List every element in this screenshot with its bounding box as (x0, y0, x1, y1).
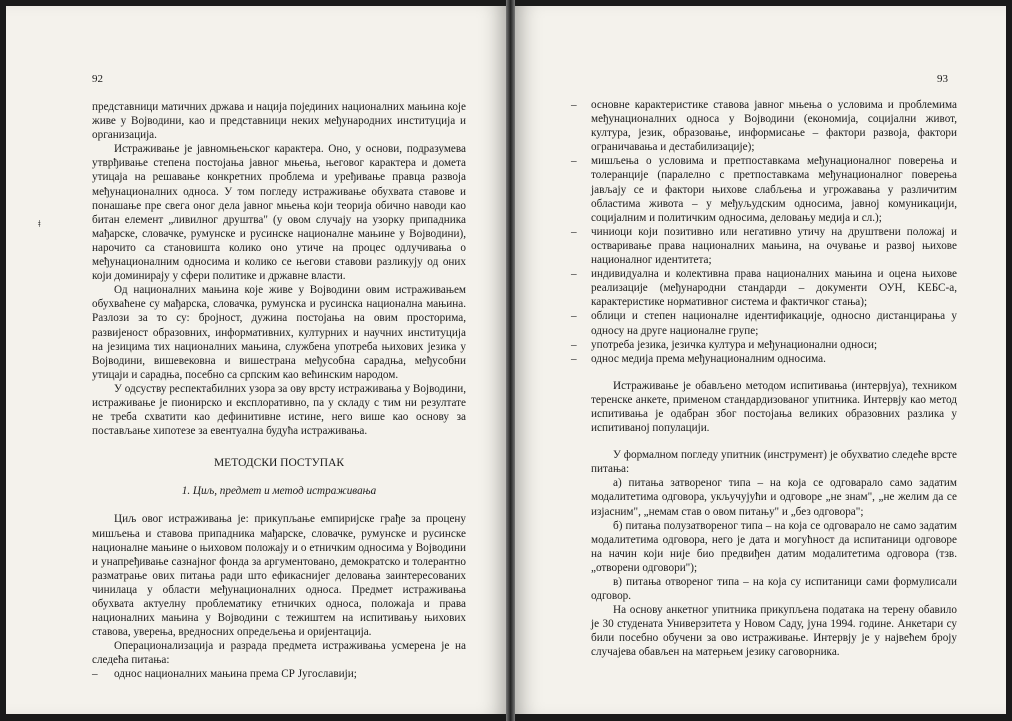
bullet-list (92, 667, 466, 681)
list-item: – однос националних мањина према СР Југославији; (92, 667, 466, 681)
paragraph: Операционализација и разрада предмета истраживања усмерена је на следећа питања: (92, 640, 466, 667)
paragraph: Истраживање је обављено методом испитивања (интервјуа), техником теренске анкете, применом стандардизованог упитника. Интервју као метод испитивања је одабран због постојања великих образовних разлика у испитиваној популацији. (591, 379, 957, 435)
paragraph: а) питања затвореног типа – на која се одговарало само задатим модалитетима одговора, укључујући и одговоре „не знам", „не желим да се изјасним", „немам став о овом питању" и „без одговора"; (591, 477, 957, 518)
list-item: – индивидуална и колективна права националних мањина и оцена њихове реализације (међународни стандарди – документи ОУН, КЕБС-а, карактеристике нормативног система и фактичког стања); (591, 267, 957, 309)
list-item: – чиниоци који позитивно или негативно утичу на друштвени положај и остваривање права националних мањина, на очување и развој њихове националног идентитета; (591, 225, 957, 267)
list-item: – облици и степен националне идентификације, односно дистанцирања у односу на друге националне групе; (591, 309, 957, 337)
right-page (515, 6, 1006, 714)
paragraph: Од националних мањина које живе у Војводини овим истраживањем обухваћене су мађарска, словачка, румунска и русинска национална мањина. Разлози за то су: бројност, дужина постојања на овим просторима, развијеност образовних, информативних, културних и научних институција на језицима тих националних мањина, службена употреба њихових језика у Војводини, вишевековна и вишестрана међусобна сарадња, међусобни утицаји и сарадња, посебно са српским као већинским народом. (92, 284, 466, 381)
paragraph: представници матичних држава и нација појединих националних мањина које живе у Војводини, као и представници неких међународних институција и организација. (92, 101, 466, 142)
paragraph: б) питања полузатвореног типа – на која се одговарало не само задатим модалитетима одговора, него је дата и могућност да испитаници одговоре на начин који није био предвиђен датим модалитетима одговора (тзв. „отворени одговори"); (591, 519, 957, 574)
right-text-column (591, 98, 957, 660)
left-text-column (92, 100, 466, 682)
list-item: – основне карактеристике ставова јавног мњења о условима и проблемима међунационалних односа у Војводини (економија, социјални живот, култура, језик, образовање, информисање – фактори развоја, фактори ограничавања и дестабилизације); (591, 98, 957, 154)
paragraph: У формалном погледу упитник (инструмент) је обухватио следеће врсте питања: (591, 449, 957, 476)
paragraph: Циљ овог истраживања је: прикупљање емпиријске грађе за процену мишљења и ставова припадника мађарске, словачке, румунске и русинске националне мањине о њиховом положају и о етничким односима у Војводини и унапређивање сазнајног фонда за аргументовано, демократско и толерантно разматрање ових питања ради што ефикаснијег деловања заинтересованих чинилаца у области међунационалних односа. Предмет истраживања обухвата актуелну проблематику етничких односа, положаја и права националних мањина у Војводини с тежиштем на испитивању њихових ставова, уверења, вредносних опредељења и оријентација. (92, 513, 466, 639)
paragraph: в) питања отвореног типа – на која су испитаници сами формулисали одговор. (591, 576, 957, 603)
list-item: – употреба језика, језичка култура и међунационални односи; (591, 338, 957, 352)
subsection-heading: 1. Циљ, предмет и метод истраживања (181, 485, 377, 498)
paragraph: На основу анкетног упитника прикупљена података на терену обавило је 30 студената Универзитета у Новом Саду, јуна 1994. године. Анкетари су били посебно обучени за ово истраживање. Интервју је у највећем броју случајева обављен на матерњем језику саговорника. (591, 604, 957, 659)
page-number-right: 93 (937, 73, 948, 85)
page-number-left: 92 (92, 73, 103, 85)
list-item: – мишљења о условима и претпоставкама међунационалног поверења и толеранције (паралелно с претпоставкама међунационалног поверења јављају се и фактори њихове слабљења и угрожавања у различитим областима живота – у међуљудским односима, јавној комуникацији, социјалним и политичким односима, деловању медија и сл.); (591, 154, 957, 224)
bullet-list (591, 98, 957, 366)
section-heading: МЕТОДСКИ ПОСТУПАК (213, 457, 345, 470)
book-spine (506, 0, 515, 721)
left-page (6, 6, 506, 714)
list-item: – однос медија према међунационалним односима. (591, 352, 957, 366)
paragraph: Истраживање је јавномњењског карактера. Оно, у основи, подразумева утврђивање степена постојања јавног мњења, његовог карактера и домета утицаја на решавање конкретних проблема и уређивање правца развоја међунационалних односа. У том погледу истраживање обухвата ставове и понашање пре свега оног дела јавног мњења који теорија обично наводи као битан елемент „ливилног друштва" (у овом случају на узорку припадника мађарске, словачке, румунске и русинске националне мањине у Војводини), нарочито са становишта колико оно утиче на процес одлучивања о међунационалним односима и колико се његови ставови разликују од оних који доминирају у сфери политике и државне власти. (92, 143, 466, 283)
paragraph: У одсуству респектабилних узора за ову врсту истраживања у Војводини, истраживање је пионирско и експлоративно, па у складу с тим ни резултате не треба схватити као дефинитивне истине, него више као основу за постављање хипотезе за евентуална будућа истраживања. (92, 382, 466, 438)
margin-mark: ǂ (38, 219, 41, 230)
